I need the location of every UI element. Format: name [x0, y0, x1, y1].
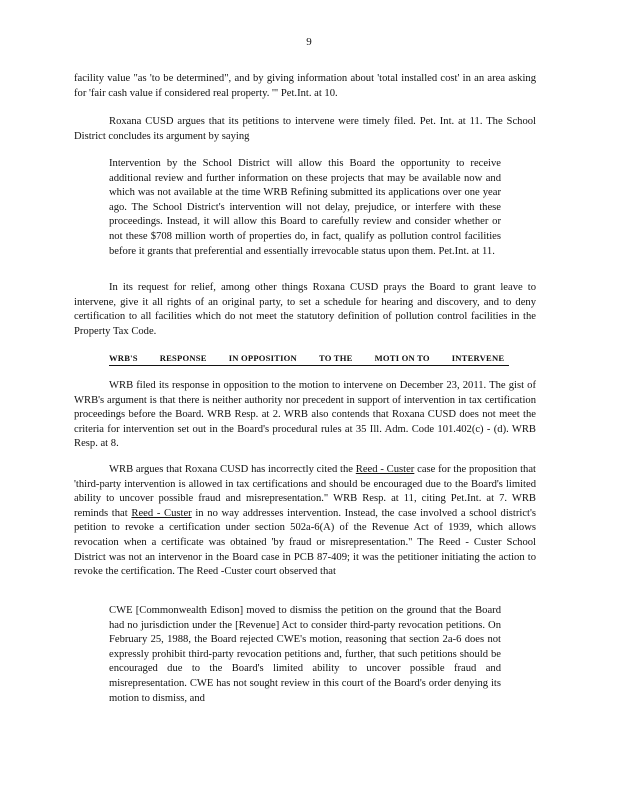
- paragraph-timely-filed: Roxana CUSD argues that its petitions to intervene were timely filed. Pet. Int. at 11. The School District concludes its argument by saying: [74, 116, 536, 142]
- page-number: 9: [306, 36, 312, 48]
- case-name: Reed - Custer: [355, 464, 415, 475]
- paragraph-request-for-relief: In its request for relief, among other things Roxana CUSD prays the Board to grant leave to intervene, give it all rights of an original party, to set a schedule for hearing and discovery, and to deny certification to all facilities which do not meet the statutory definition of pollution control facilities in the Property Tax Code.: [74, 282, 536, 337]
- heading-word: MOTI ON TO: [374, 353, 430, 363]
- text-run: WRB argues that Roxana CUSD has incorrectly cited the: [109, 464, 356, 475]
- paragraph-wrb-response: WRB filed its response in opposition to the motion to intervene on December 23, 2011. The gist of WRB's argument is that there is neither authority nor precedent in support of intervention in tax certification proceedings before the Board. WRB Resp. at 2. WRB also contends that Roxana CUSD does not meet the criteria for intervention set out in the Board's procedural rules at 35 Ill. Adm. Code 101.402(c) - (d). WRB Resp. at 8.: [74, 380, 536, 450]
- block-quote-cwe: CWE [Commonwealth Edison] moved to dismiss the petition on the ground that the Board had no jurisdiction under the [Revenue] Act to consider third-party revocation petitions. On February 25, 1988, the Board rejected CWE's motion, reasoning that section 2a-6 does not expressly prohibit third-party revocation petitions and, further, that such petitions should be encouraged due to the Board's limited ability to uncover possible fraud and misrepresentation. CWE has not sought review in this court of the Board's order denying its motion to dismiss, and: [109, 605, 501, 704]
- paragraph-facility-value: facility value "as 'to be determined", and by giving information about 'total installed cost' in an area asking for 'fair cash value if considered real property. '" Pet.Int. at 10.: [74, 73, 536, 99]
- heading-word: INTERVENE: [451, 353, 505, 363]
- text-run: case for the proposition that 'third-party intervention is allowed in tax certifications and should be encouraged due to the Board's limited ability to uncover possible fraud and misrepresentation." WRB Resp. at 11, citing Pet.Int. at 7. WRB reminds that: [74, 464, 536, 519]
- heading-word: TO THE: [318, 353, 353, 363]
- section-heading: [109, 353, 509, 366]
- text-run: in no way addresses intervention. Instead, the case involved a school district's petition to revoke a certification under section 502a-6(A) of the Revenue Act of 1939, which allows revocation when a certificate was obtained 'by fraud or misrepresentation." The Reed - Custer School District was not an intervenor in the Board case in PCB 87-409; it was the petitioner initiating the action to revoke the certification. The Reed -Custer court observed that: [74, 507, 537, 578]
- case-name: Reed - Custer: [131, 507, 192, 519]
- heading-word: RESPONSE: [159, 353, 207, 363]
- heading-word: IN OPPOSITION: [228, 353, 297, 363]
- block-quote-intervention: Intervention by the School District will allow this Board the opportunity to receive additional review and further information on these projects that may be available now and which was not available at the time WRB Refining submitted its applications over one year ago. The School District's intervention will not delay, prejudice, or interfere with these proceedings. Instead, it will allow this Board to carefully review and consider whether or not these $708 million worth of properties do, in fact, qualify as pollution control facilities before it grants that preferential and essentially irrevocable status upon them. Pet.Int. at 11.: [109, 158, 501, 257]
- heading-word: WRB'S: [109, 353, 138, 363]
- paragraph-reed-custer: [74, 463, 536, 580]
